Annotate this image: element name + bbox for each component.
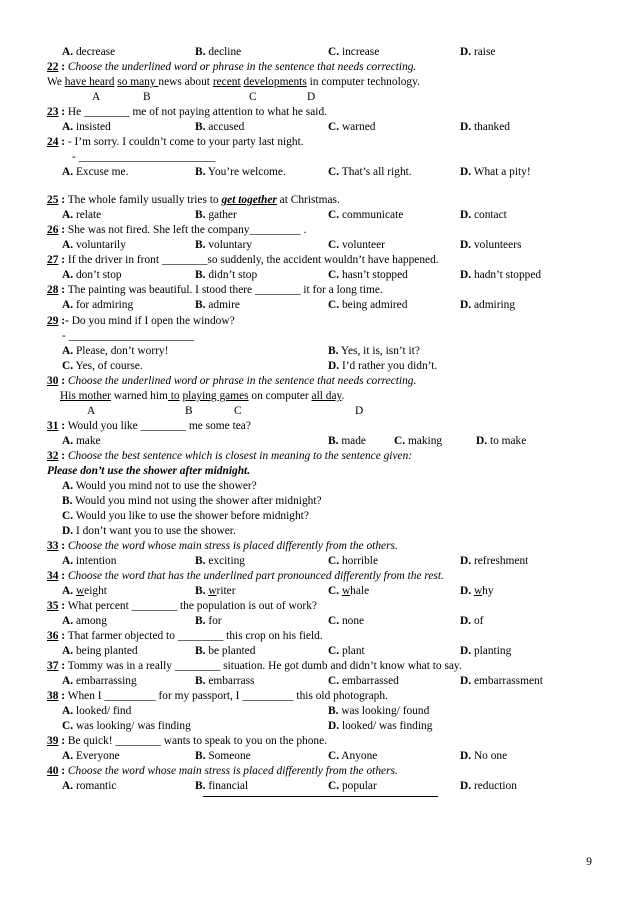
question-28-options: A. for admiring B. admire C. being admired D. admiring (62, 299, 516, 311)
page-number: 9 (586, 856, 592, 868)
question-23: 23 : He ________ me of not paying attention to what he said. (47, 106, 327, 118)
question-40-options: A. romantic B. financial C. popular D. reduction (62, 780, 517, 792)
question-32-option-c: C. Would you like to use the shower before midnight? (62, 510, 309, 522)
question-32-given: Please don’t use the shower after midnight. (47, 465, 251, 477)
question-29-blank: - ______________________ (62, 330, 194, 342)
question-27-options: A. don’t stop B. didn’t stop C. hasn’t stopped D. hadn’t stopped (62, 269, 542, 281)
question-39: 39 : Be quick! ________ wants to speak to you on the phone. (47, 735, 328, 747)
question-22: 22 : Choose the underlined word or phrase in the sentence that needs correcting. (47, 61, 417, 73)
question-27: 27 : If the driver in front ________so suddenly, the accident wouldn’t have happened. (47, 254, 439, 266)
question-26: 26 : She was not fired. She left the company_________ . (47, 224, 307, 236)
question-34-options: A. weight B. writer C. whale D. why (62, 585, 494, 597)
question-30: 30 : Choose the underlined word or phrase in the sentence that needs correcting. (47, 375, 417, 387)
question-25-options: A. relate B. gather C. communicate D. contact (62, 209, 507, 221)
question-32-option-d: D. I don’t want you to use the shower. (62, 525, 236, 537)
question-36: 36 : That farmer objected to ________ this crop on his field. (47, 630, 323, 642)
question-24-options: A. Excuse me. B. You’re welcome. C. That’s all right. D. What a pity! (62, 166, 531, 178)
question-32-option-a: A. Would you mind not to use the shower? (62, 480, 257, 492)
question-33: 33 : Choose the word whose main stress is placed differently from the others. (47, 540, 398, 552)
question-36-options: A. being planted B. be planted C. plant D. planting (62, 645, 512, 657)
question-24-blank: - ________________________ (72, 151, 216, 163)
question-24: 24 : - I’m sorry. I couldn’t come to your party last night. (47, 136, 304, 148)
question-35-options: A. among B. for C. none D. of (62, 615, 484, 627)
question-22-labels: A B C D (92, 91, 316, 103)
question-38-options-ab: A. looked/ find B. was looking/ found (62, 705, 430, 717)
question-30-sentence: His mother warned him to playing games on computer all day. (60, 390, 345, 402)
end-divider (203, 796, 438, 797)
question-39-options: A. Everyone B. Someone C. Anyone D. No one (62, 750, 508, 762)
question-38-options-cd: C. was looking/ was finding D. looked/ was finding (62, 720, 433, 732)
question-29-options-cd: C. Yes, of course. D. I’d rather you didn’t. (62, 360, 438, 372)
question-30-labels: A B C D (87, 405, 364, 417)
question-31-options: A. make B. made C. making D. to make (62, 435, 527, 447)
question-34: 34 : Choose the word that has the underlined part pronounced differently from the rest. (47, 570, 444, 582)
question-22-sentence: We have heard so many news about recent developments in computer technology. (47, 76, 420, 88)
question-23-options: A. insisted B. accused C. warned D. thanked (62, 121, 510, 133)
question-37-options: A. embarrassing B. embarrass C. embarrassed D. embarrassment (62, 675, 543, 687)
question-26-options: A. voluntarily B. voluntary C. volunteer D. volunteers (62, 239, 522, 251)
question-28: 28 : The painting was beautiful. I stood there ________ it for a long time. (47, 284, 383, 296)
question-38: 38 : When I _________ for my passport, I _________ this old photograph. (47, 690, 388, 702)
question-32: 32 : Choose the best sentence which is closest in meaning to the sentence given: (47, 450, 413, 462)
question-32-option-b: B. Would you mind not using the shower after midnight? (62, 495, 322, 507)
question-35: 35 : What percent ________ the population is out of work? (47, 600, 317, 612)
question-29: 29 :- Do you mind if I open the window? (47, 315, 235, 327)
question-25: 25 : The whole family usually tries to get together at Christmas. (47, 194, 340, 206)
question-33-options: A. intention B. exciting C. horrible D. refreshment (62, 555, 529, 567)
question-29-options-ab: A. Please, don’t worry! B. Yes, it is, isn’t it? (62, 345, 420, 357)
question-31: 31 : Would you like ________ me some tea? (47, 420, 251, 432)
question-37: 37 : Tommy was in a really ________ situation. He got dumb and didn’t know what to say. (47, 660, 462, 672)
question-40: 40 : Choose the word whose main stress is placed differently from the others. (47, 765, 398, 777)
option-row: A. decrease B. decline C. increase D. raise (62, 46, 496, 58)
